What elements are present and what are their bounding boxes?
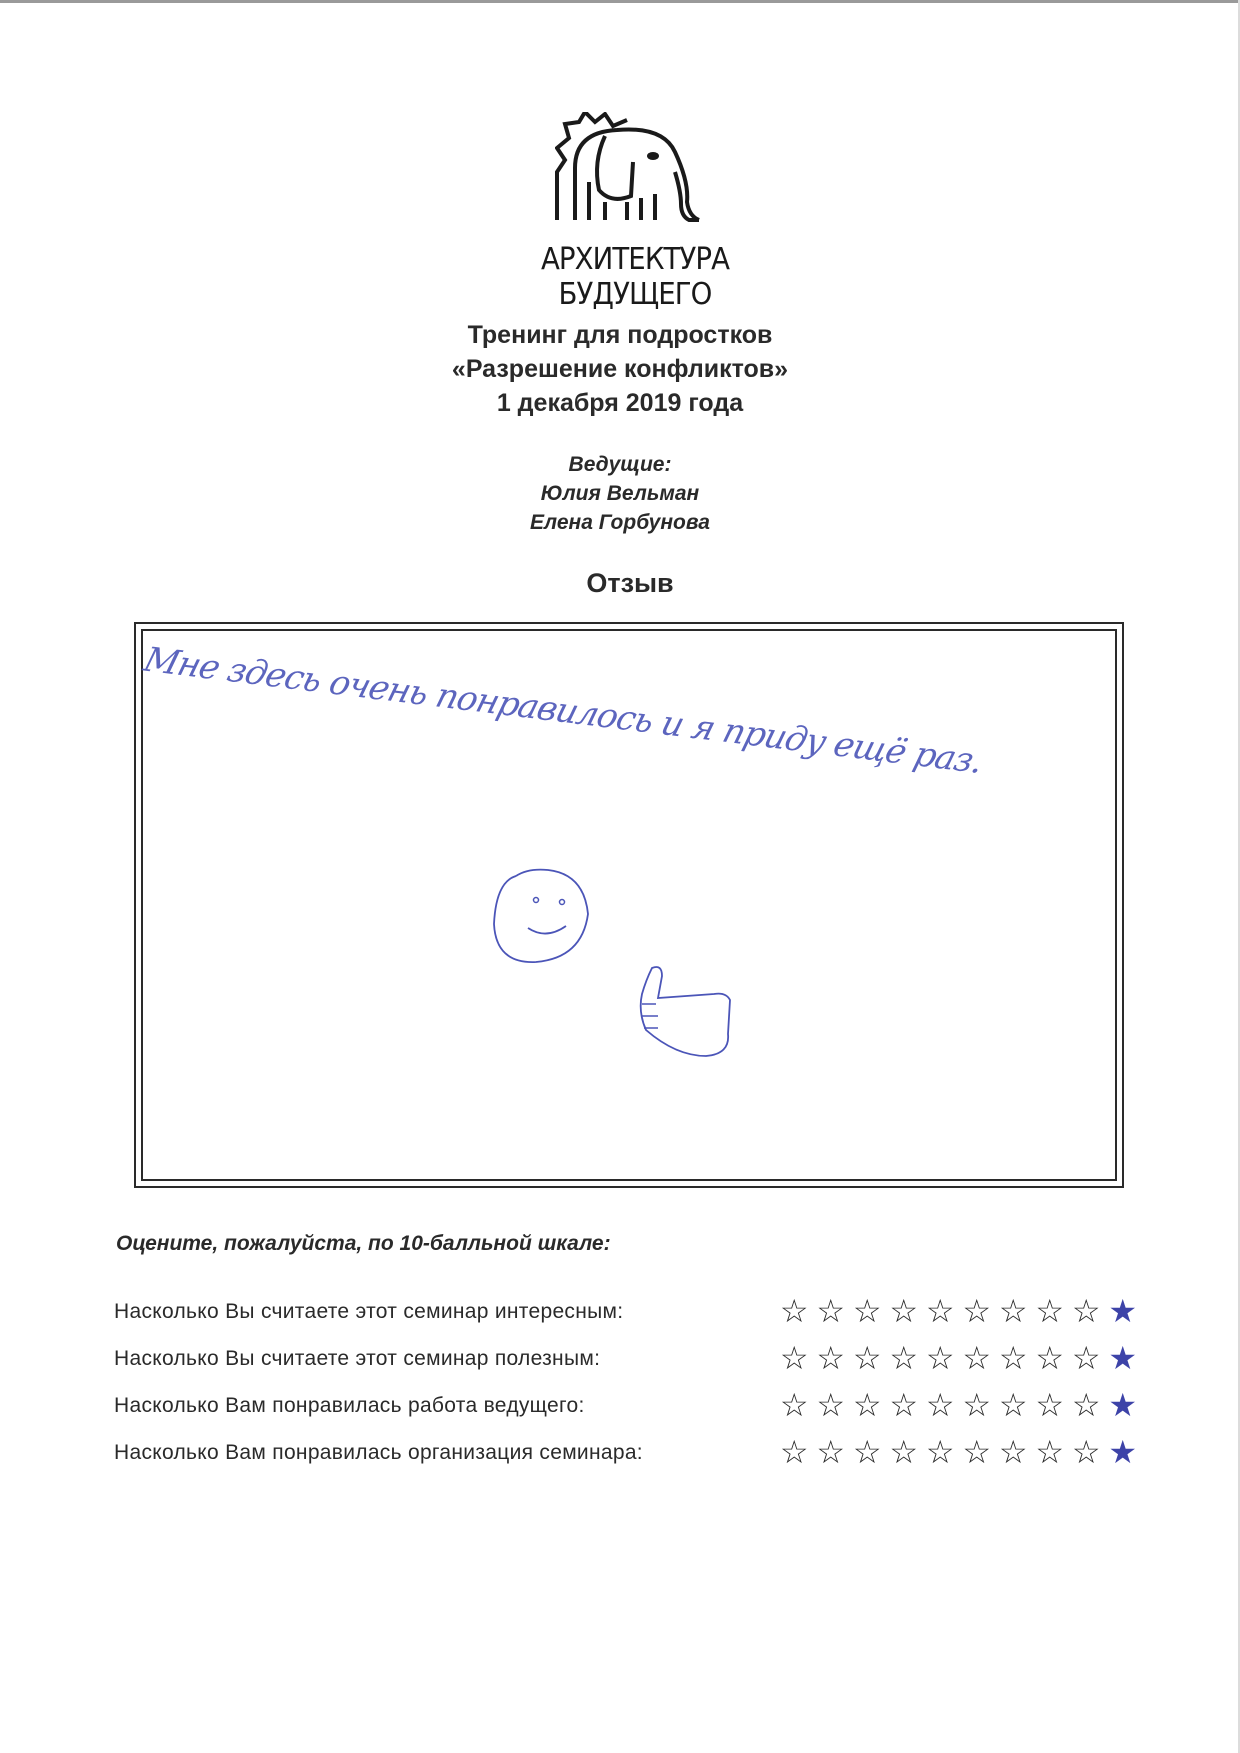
star-empty-icon[interactable]: ☆ xyxy=(852,1386,882,1424)
star-rating[interactable] xyxy=(776,1435,1141,1469)
star-empty-icon[interactable]: ☆ xyxy=(779,1292,809,1330)
star-empty-icon[interactable]: ☆ xyxy=(998,1339,1028,1377)
star-empty-icon[interactable]: ☆ xyxy=(998,1433,1028,1471)
star-empty-icon[interactable]: ☆ xyxy=(1035,1386,1065,1424)
star-empty-icon[interactable]: ☆ xyxy=(852,1339,882,1377)
star-empty-icon[interactable]: ☆ xyxy=(1035,1433,1065,1471)
star-empty-icon[interactable]: ☆ xyxy=(998,1292,1028,1330)
thumbs-up-drawing-icon xyxy=(641,967,730,1056)
rating-row xyxy=(114,1388,1154,1428)
rating-row xyxy=(114,1294,1154,1334)
host-name: Елена Горбунова xyxy=(530,511,710,534)
star-empty-icon[interactable]: ☆ xyxy=(1071,1339,1101,1377)
star-empty-icon[interactable]: ☆ xyxy=(852,1292,882,1330)
rating-question-label: Насколько Вам понравилась организация семинара: xyxy=(114,1441,643,1464)
hosts-label: Ведущие: xyxy=(568,453,672,476)
star-filled-icon[interactable]: ★ xyxy=(1108,1292,1138,1330)
star-empty-icon[interactable]: ☆ xyxy=(889,1433,919,1471)
star-rating[interactable] xyxy=(776,1388,1141,1422)
star-empty-icon[interactable]: ☆ xyxy=(1071,1292,1101,1330)
star-empty-icon[interactable]: ☆ xyxy=(852,1433,882,1471)
star-rating[interactable] xyxy=(776,1341,1141,1375)
star-empty-icon[interactable]: ☆ xyxy=(779,1433,809,1471)
star-empty-icon[interactable]: ☆ xyxy=(962,1339,992,1377)
rating-row xyxy=(114,1435,1154,1475)
star-empty-icon[interactable]: ☆ xyxy=(779,1339,809,1377)
training-title xyxy=(0,318,1240,420)
scan-top-edge xyxy=(0,0,1240,3)
star-filled-icon[interactable]: ★ xyxy=(1108,1339,1138,1377)
star-empty-icon[interactable]: ☆ xyxy=(1035,1292,1065,1330)
smiley-drawing-icon xyxy=(494,870,588,962)
star-empty-icon[interactable]: ☆ xyxy=(998,1386,1028,1424)
star-empty-icon[interactable]: ☆ xyxy=(1071,1433,1101,1471)
training-name: «Разрешение конфликтов» xyxy=(451,355,789,383)
feedback-title: Отзыв xyxy=(586,568,674,598)
star-filled-icon[interactable]: ★ xyxy=(1108,1386,1138,1424)
training-date: 1 декабря 2019 года xyxy=(496,389,744,417)
rating-question-label: Насколько Вам понравилась работа ведущего: xyxy=(114,1394,585,1417)
star-empty-icon[interactable]: ☆ xyxy=(816,1339,846,1377)
training-title-line: Тренинг для подростков xyxy=(467,321,773,349)
star-empty-icon[interactable]: ☆ xyxy=(816,1386,846,1424)
star-empty-icon[interactable]: ☆ xyxy=(889,1292,919,1330)
star-empty-icon[interactable]: ☆ xyxy=(816,1433,846,1471)
star-filled-icon[interactable]: ★ xyxy=(1108,1433,1138,1471)
star-empty-icon[interactable]: ☆ xyxy=(925,1386,955,1424)
star-empty-icon[interactable]: ☆ xyxy=(1071,1386,1101,1424)
hosts xyxy=(0,450,1240,537)
star-empty-icon[interactable]: ☆ xyxy=(816,1292,846,1330)
star-empty-icon[interactable]: ☆ xyxy=(889,1339,919,1377)
handwritten-feedback-text: Мне здесь очень понравилось и я приду ещё раз. xyxy=(139,640,987,782)
star-empty-icon[interactable]: ☆ xyxy=(925,1292,955,1330)
star-empty-icon[interactable]: ☆ xyxy=(962,1292,992,1330)
rating-question-label: Насколько Вы считаете этот семинар интересным: xyxy=(114,1300,624,1323)
elephant-logo-icon xyxy=(555,112,715,242)
star-empty-icon[interactable]: ☆ xyxy=(1035,1339,1065,1377)
star-empty-icon[interactable]: ☆ xyxy=(925,1433,955,1471)
star-empty-icon[interactable]: ☆ xyxy=(889,1386,919,1424)
rating-row xyxy=(114,1341,1154,1381)
star-empty-icon[interactable]: ☆ xyxy=(962,1386,992,1424)
rating-header: Оцените, пожалуйста, по 10-балльной шкале: xyxy=(116,1232,611,1255)
logo xyxy=(455,112,815,312)
star-empty-icon[interactable]: ☆ xyxy=(925,1339,955,1377)
host-name: Юлия Вельман xyxy=(540,482,700,505)
star-empty-icon[interactable]: ☆ xyxy=(962,1433,992,1471)
rating-question-label: Насколько Вы считаете этот семинар полезным: xyxy=(114,1347,601,1370)
star-empty-icon[interactable]: ☆ xyxy=(779,1386,809,1424)
star-rating[interactable] xyxy=(776,1294,1141,1328)
logo-text: АРХИТЕКТУРА БУДУЩЕГО xyxy=(540,242,730,312)
